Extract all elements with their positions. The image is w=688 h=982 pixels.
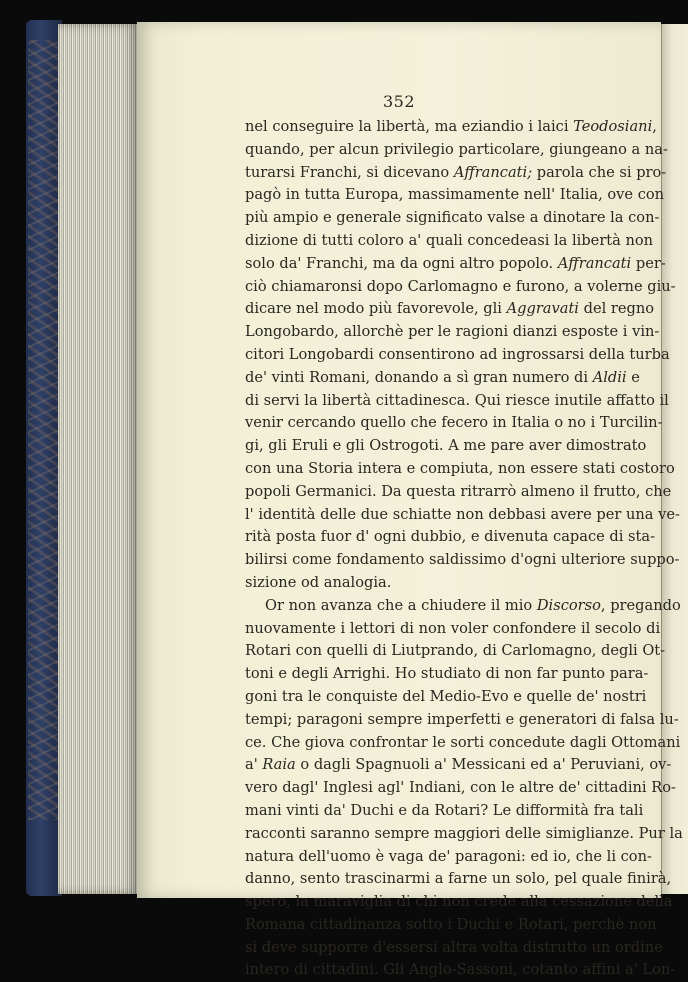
text-line [245, 549, 680, 572]
text-line [245, 207, 660, 230]
text-line [245, 298, 655, 321]
text-run: ce. Che giova confrontar le sorti concedute dagli Ottomani [245, 733, 681, 751]
text-run: spero, la maraviglia di chi non crede alla cessazione della [245, 893, 673, 911]
text-line [245, 686, 647, 709]
text-run: racconti saranno sempre maggiori delle simiglianze. Pur la [245, 824, 683, 842]
text-run: parola che si pro- [532, 163, 667, 181]
text-run: turarsi Franchi, si dicevano [245, 163, 454, 181]
text-run: Longobardo, allorchè per le ragioni dianzi esposte i vin- [245, 323, 660, 341]
text-line [245, 937, 663, 960]
text-line [245, 595, 681, 618]
italic-term: Aggravati [506, 300, 579, 318]
text-line [245, 891, 673, 914]
text-run: del regno [578, 300, 655, 318]
text-run: de' vinti Romani, donando a sì gran numero di [245, 368, 593, 386]
text-line [245, 344, 670, 367]
text-line [245, 367, 640, 390]
text-line [245, 390, 669, 413]
text-run: natura dell'uomo è vaga de' paragoni: ed io, che li con- [245, 847, 652, 865]
text-run: ciò chiamaronsi dopo Carlomagno e furono, a volerne giu- [245, 277, 676, 295]
text-line [245, 663, 649, 686]
text-line [245, 504, 680, 527]
text-run: a' [245, 756, 263, 774]
text-run: popoli Germanici. Da questa ritrarrò almeno il frutto, che [245, 482, 672, 500]
text-run: e [626, 368, 640, 386]
text-run: , [652, 118, 657, 135]
page-number: 352 [382, 92, 416, 111]
text-run: l' identità delle due schiatte non debbasi avere per una ve- [245, 505, 680, 523]
text-line [245, 640, 666, 663]
text-line [245, 959, 676, 982]
text-line [245, 800, 644, 823]
text-run: bilirsi come fondamento saldissimo d'ogni ulteriore suppo- [245, 551, 680, 569]
text-run: , pregando [600, 596, 681, 614]
text-run: pagò in tutta Europa, massimamente nell' Italia, ove con [245, 186, 665, 204]
text-line [245, 481, 672, 504]
text-line [245, 618, 661, 641]
italic-term: Aldii [592, 368, 627, 386]
text-line [245, 846, 652, 869]
text-line [245, 868, 672, 891]
text-line [245, 458, 675, 481]
text-line [245, 139, 668, 162]
text-line [245, 116, 657, 139]
book-page [137, 22, 683, 979]
text-run: nuovamente i lettori di non voler confondere il secolo di [245, 619, 661, 637]
text-line [245, 572, 620, 595]
text-run: di servi la libertà cittadinesca. Qui riesce inutile affatto il [245, 391, 669, 409]
text-run: più ampio e generale significato valse a dinotare la con- [245, 209, 660, 227]
text-line [245, 412, 663, 435]
marbled-cover-pattern [28, 40, 58, 820]
paragraph [245, 116, 680, 595]
text-line [245, 732, 681, 755]
text-run: intero di cittadini. Gli Anglo-Sassoni, cotanto affini a' Lon- [245, 961, 676, 979]
text-run: tempi; paragoni sempre imperfetti e generatori di falsa lu- [245, 710, 679, 728]
text-run: danno, sento trascinarmi a farne un solo, pel quale finirà, [245, 870, 672, 888]
text-run: per- [631, 254, 666, 272]
text-run: Or non avanza che a chiudere il mio [265, 596, 537, 614]
italic-term: Discorso [536, 596, 601, 614]
text-run: si deve supporre d'essersi altra volta distrutto un ordine [245, 938, 663, 956]
text-run: nel conseguire la libertà, ma eziandio i laici [245, 118, 574, 135]
text-line [245, 526, 656, 549]
italic-term: Teodosiani [573, 118, 653, 135]
text-line [245, 823, 683, 846]
text-run: toni e degli Arrighi. Ho studiato di non far punto para- [245, 665, 649, 683]
text-run: citori Longobardi consentirono ad ingrossarsi della turba [245, 345, 670, 363]
text-run: o dagli Spagnuoli a' Messicani ed a' Peruviani, ov- [295, 756, 672, 774]
text-line [245, 777, 676, 800]
text-line [245, 253, 666, 276]
italic-term: Affrancati [557, 254, 632, 272]
text-run: Rotari con quelli di Liutprando, di Carlomagno, degli Ot- [245, 642, 666, 660]
text-line [245, 321, 660, 344]
text-run: con una Storia intera e compiuta, non essere stati costoro [245, 459, 675, 477]
text-line [245, 754, 672, 777]
text-line [245, 230, 654, 253]
text-run: sizione od analogia. [245, 573, 392, 591]
text-run: dizione di tutti coloro a' quali concedeasi la libertà non [245, 231, 654, 249]
text-run: vero dagl' Inglesi agl' Indiani, con le altre de' cittadini Ro- [245, 779, 676, 797]
page-text-body [245, 116, 683, 982]
page-edges-stack [58, 24, 138, 894]
text-run: quando, per alcun privilegio particolare, giungeano a na- [245, 140, 668, 158]
text-run: rità posta fuor d' ogni dubbio, e divenuta capace di sta- [245, 528, 656, 546]
text-line [245, 184, 665, 207]
italic-term: Affrancati; [453, 163, 533, 181]
text-line [245, 162, 667, 185]
text-run: Romana cittadinanza sotto i Duchi e Rotari, perchè non [245, 915, 657, 933]
text-run: mani vinti da' Duchi e da Rotari? Le difformità fra tali [245, 801, 644, 819]
italic-term: Raia [262, 756, 296, 774]
text-run: dicare nel modo più favorevole, gli [245, 300, 507, 318]
text-line [245, 276, 676, 299]
text-line [245, 914, 657, 937]
text-line [245, 709, 679, 732]
text-run: venir cercando quello che fecero in Italia o no i Turcilin- [245, 414, 663, 432]
text-run: solo da' Franchi, ma da ogni altro popolo. [245, 254, 558, 272]
text-run: goni tra le conquiste del Medio-Evo e quelle de' nostri [245, 687, 647, 705]
text-line [245, 435, 647, 458]
text-run: gi, gli Eruli e gli Ostrogoti. A me pare aver dimostrato [245, 437, 647, 455]
